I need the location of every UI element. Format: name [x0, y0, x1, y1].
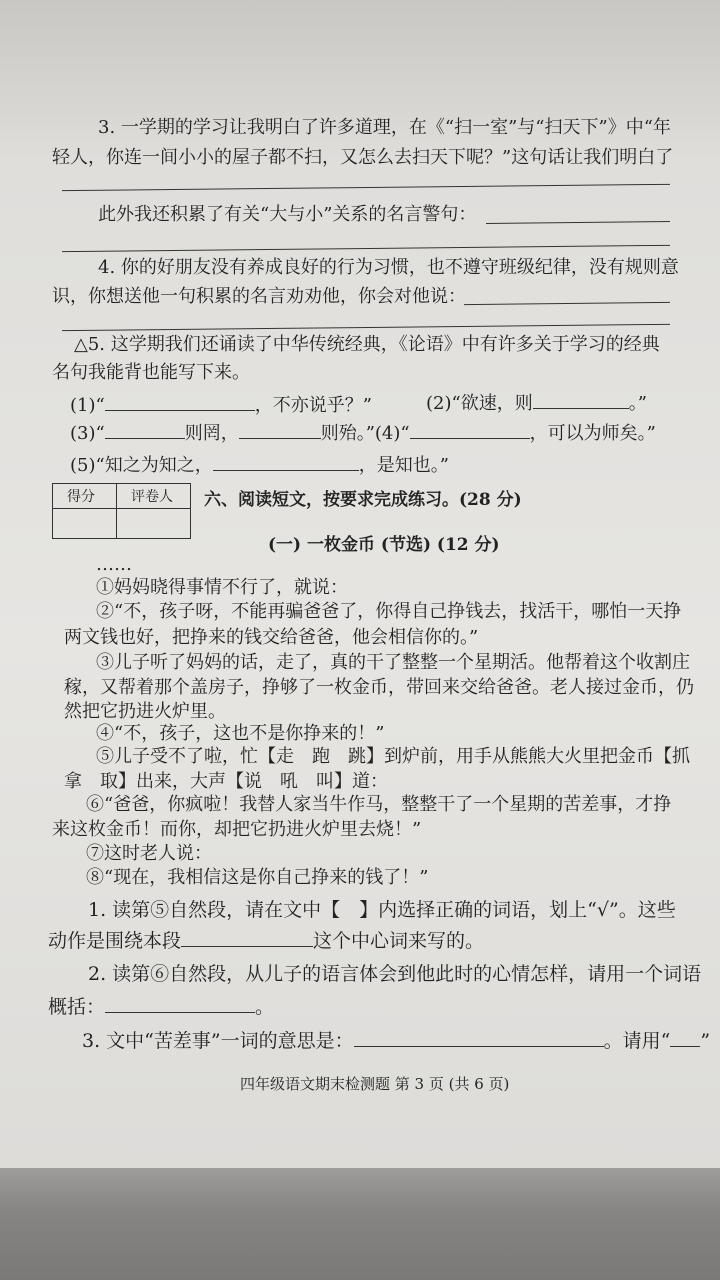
question2-line1: 2. 读第⑥自然段，从儿子的语言体会到他此时的心情怎样，请用一个词语	[88, 963, 702, 985]
passage-p5a: ⑤儿子受不了啦，忙【走 跑 跳】到炉前，用手从熊熊大火里把金币【抓	[96, 746, 690, 767]
q5-item2: (2)“欲速，则 。”	[426, 390, 647, 416]
q3-line1: 3. 一学期的学习让我明白了许多道理，在《“扫一室”与“扫天下”》中“年	[98, 117, 671, 138]
passage-p8: ⑧“现在，我相信这是你自己挣来的钱了！”	[86, 867, 429, 888]
q5-item3-blank1[interactable]	[105, 420, 185, 439]
passage-ellipsis: ……	[96, 554, 132, 575]
question1-line2: 动作是围绕本段 这个中心词来写的。	[48, 930, 485, 952]
passage-p6a: ⑥“爸爸，你疯啦！我替人家当牛作马，整整干了一个星期的苦差事，才挣	[86, 794, 672, 815]
passage-p2b: 两文钱也好，把挣来的钱交给爸爸，他会相信你的。”	[64, 627, 479, 648]
passage-p7: ⑦这时老人说：	[86, 843, 212, 864]
q4-line1: 4. 你的好朋友没有养成良好的行为习惯，也不遵守班级纪律，没有规则意	[98, 257, 679, 278]
q3-line3: 此外我还积累了有关“大与小”关系的名言警句：	[98, 204, 477, 225]
q5-item1: (1)“ ，不亦说乎？”	[70, 392, 372, 418]
q5-item5: (5)“知之为知之， ，是知也。”	[70, 452, 449, 478]
q5-item3-4: (3)“ 则罔， 则殆。”(4)“ ，可以为师矣。”	[70, 420, 656, 446]
passage-p2a: ②“不，孩子呀，不能再骗爸爸了，你得自己挣钱去，找活干，哪怕一天挣	[96, 601, 682, 622]
question1-blank[interactable]	[181, 928, 313, 947]
q5-line1: △5. 这学期我们还诵读了中华传统经典，《论语》中有许多关于学习的经典	[74, 334, 660, 355]
passage-p5b: 拿 取】出来，大声【说 吼 叫】道：	[64, 771, 388, 792]
section6-subtitle: (一) 一枚金币 (节选) (12 分)	[268, 535, 500, 555]
grade-table-grader-header: 评卷人	[131, 489, 173, 505]
question3-quote-blank[interactable]	[670, 1028, 700, 1047]
question3-blank[interactable]	[354, 1028, 604, 1047]
q3-line2: 轻人，你连一间小小的屋子都不扫，又怎么去扫天下呢？”这句话让我们明白了	[52, 147, 674, 168]
q5-line2: 名句我能背也能写下来。	[52, 362, 250, 383]
q5-item2-blank[interactable]	[533, 390, 629, 409]
q5-item3-blank2[interactable]	[239, 420, 321, 439]
passage-p3b: 稼，又帮着那个盖房子，挣够了一枚金币，带回来交给爸爸。老人接过金币，仍	[64, 677, 694, 698]
passage-p4: ④“不，孩子，这也不是你挣来的！”	[96, 723, 385, 744]
q5-item5-blank[interactable]	[213, 452, 359, 471]
q5-item1-blank[interactable]	[105, 392, 255, 411]
passage-p3a: ③儿子听了妈妈的话，走了，真的干了整整一个星期活。他帮着这个收割庄	[96, 652, 690, 673]
passage-p1: ①妈妈晓得事情不行了，就说：	[96, 577, 348, 598]
passage-p6b: 来这枚金币！而你，却把它扔进火炉里去烧！”	[52, 819, 422, 840]
passage-p3c: 然把它扔进火炉里。	[64, 701, 226, 722]
section6-heading: 六、阅读短文，按要求完成练习。(28 分)	[204, 490, 522, 510]
question2-line2: 概括： 。	[48, 996, 275, 1018]
grade-table-score-header: 得分	[67, 489, 95, 505]
question1-line1: 1. 读第⑤自然段，请在文中【 】内选择正确的词语，划上“√”。这些	[88, 899, 676, 921]
table-surface	[0, 1168, 720, 1280]
grade-table	[52, 483, 191, 539]
question2-blank[interactable]	[105, 994, 255, 1013]
q5-item4-blank[interactable]	[410, 420, 530, 439]
q4-line2: 识，你想送他一句积累的名言劝劝他，你会对他说：	[52, 286, 466, 307]
page-footer: 四年级语文期末检测题 第 3 页 (共 6 页)	[240, 1075, 510, 1093]
question3-line: 3. 文中“苦差事”一词的意思是： 。请用“ ”	[82, 1030, 711, 1052]
